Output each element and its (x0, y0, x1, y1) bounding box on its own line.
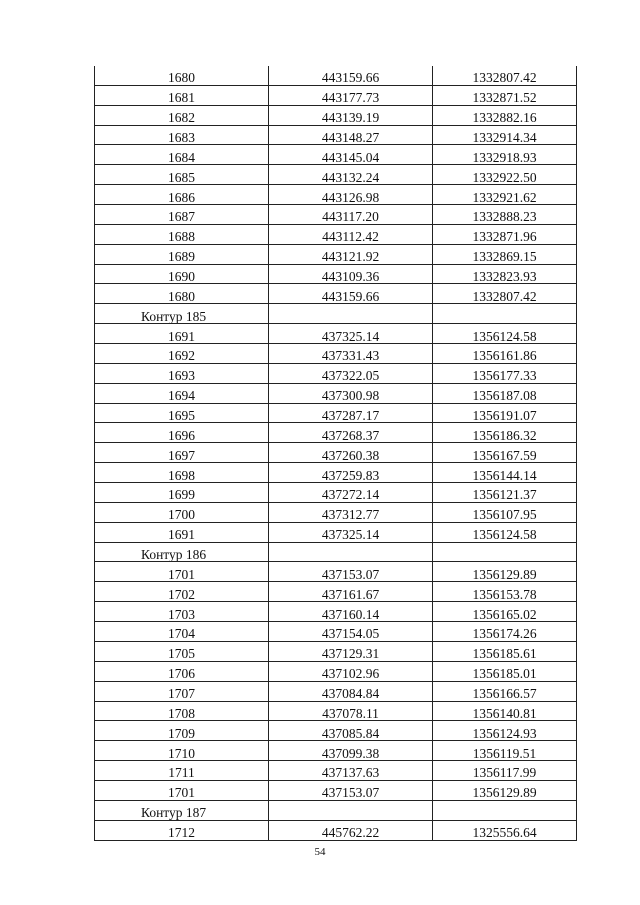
table-row (95, 721, 577, 741)
table-row (95, 125, 577, 145)
x-coordinate-cell: 437287.17 (269, 403, 433, 423)
table-row (95, 423, 577, 443)
x-coordinate-cell: 437325.14 (269, 522, 433, 542)
point-number-cell: 1701 (95, 562, 269, 582)
point-number-cell: 1690 (95, 264, 269, 284)
point-number-cell: 1705 (95, 641, 269, 661)
point-number-cell: 1697 (95, 443, 269, 463)
y-coordinate-cell: 1356119.51 (433, 741, 577, 761)
point-number-cell: 1685 (95, 165, 269, 185)
table-row (95, 165, 577, 185)
point-number-cell: 1696 (95, 423, 269, 443)
table-row (95, 145, 577, 165)
point-number-cell: 1711 (95, 761, 269, 781)
table-row (95, 383, 577, 403)
point-number-cell: 1691 (95, 324, 269, 344)
x-coordinate-cell: 443132.24 (269, 165, 433, 185)
x-coordinate-cell: 437154.05 (269, 622, 433, 642)
point-number-cell: 1698 (95, 463, 269, 483)
x-coordinate-cell: 437272.14 (269, 483, 433, 503)
y-coordinate-cell: 1332918.93 (433, 145, 577, 165)
point-number-cell: 1684 (95, 145, 269, 165)
table-row (95, 344, 577, 364)
empty-cell (433, 800, 577, 820)
x-coordinate-cell: 443159.66 (269, 284, 433, 304)
point-number-cell: 1693 (95, 363, 269, 383)
empty-cell (269, 304, 433, 324)
y-coordinate-cell: 1356167.59 (433, 443, 577, 463)
x-coordinate-cell: 437129.31 (269, 641, 433, 661)
point-number-cell: 1687 (95, 205, 269, 225)
coordinates-table (94, 66, 577, 841)
x-coordinate-cell: 437312.77 (269, 502, 433, 522)
x-coordinate-cell: 437322.05 (269, 363, 433, 383)
table-row (95, 185, 577, 205)
x-coordinate-cell: 437160.14 (269, 602, 433, 622)
x-coordinate-cell: 437102.96 (269, 661, 433, 681)
y-coordinate-cell: 1356166.57 (433, 681, 577, 701)
point-number-cell: 1688 (95, 224, 269, 244)
x-coordinate-cell: 437300.98 (269, 383, 433, 403)
table-row (95, 780, 577, 800)
contour-header-row (95, 542, 577, 562)
y-coordinate-cell: 1356187.08 (433, 383, 577, 403)
x-coordinate-cell: 437259.83 (269, 463, 433, 483)
y-coordinate-cell: 1332869.15 (433, 244, 577, 264)
contour-header-row (95, 800, 577, 820)
table-row (95, 661, 577, 681)
x-coordinate-cell: 437153.07 (269, 780, 433, 800)
x-coordinate-cell: 437084.84 (269, 681, 433, 701)
x-coordinate-cell: 437137.63 (269, 761, 433, 781)
y-coordinate-cell: 1356191.07 (433, 403, 577, 423)
y-coordinate-cell: 1325556.64 (433, 820, 577, 840)
table-row (95, 85, 577, 105)
page-number: 54 (314, 846, 326, 858)
x-coordinate-cell: 443121.92 (269, 244, 433, 264)
point-number-cell: 1699 (95, 483, 269, 503)
table-row (95, 205, 577, 225)
contour-label: Контур 186 (95, 542, 269, 562)
x-coordinate-cell: 437331.43 (269, 344, 433, 364)
table-row (95, 224, 577, 244)
table-row (95, 761, 577, 781)
table-row (95, 562, 577, 582)
point-number-cell: 1686 (95, 185, 269, 205)
x-coordinate-cell: 437268.37 (269, 423, 433, 443)
y-coordinate-cell: 1356185.01 (433, 661, 577, 681)
x-coordinate-cell: 445762.22 (269, 820, 433, 840)
coordinates-table-body (95, 66, 577, 840)
table-row (95, 483, 577, 503)
table-row (95, 502, 577, 522)
table-row (95, 105, 577, 125)
y-coordinate-cell: 1332807.42 (433, 284, 577, 304)
point-number-cell: 1704 (95, 622, 269, 642)
x-coordinate-cell: 437260.38 (269, 443, 433, 463)
point-number-cell: 1703 (95, 602, 269, 622)
y-coordinate-cell: 1332921.62 (433, 185, 577, 205)
table-row (95, 522, 577, 542)
y-coordinate-cell: 1356165.02 (433, 602, 577, 622)
x-coordinate-cell: 443177.73 (269, 85, 433, 105)
point-number-cell: 1682 (95, 105, 269, 125)
table-row (95, 244, 577, 264)
point-number-cell: 1681 (95, 85, 269, 105)
contour-label: Контур 185 (95, 304, 269, 324)
point-number-cell: 1683 (95, 125, 269, 145)
x-coordinate-cell: 443148.27 (269, 125, 433, 145)
table-row (95, 66, 577, 85)
x-coordinate-cell: 443159.66 (269, 66, 433, 85)
y-coordinate-cell: 1332871.96 (433, 224, 577, 244)
y-coordinate-cell: 1356144.14 (433, 463, 577, 483)
point-number-cell: 1701 (95, 780, 269, 800)
y-coordinate-cell: 1356161.86 (433, 344, 577, 364)
y-coordinate-cell: 1332888.23 (433, 205, 577, 225)
y-coordinate-cell: 1332871.52 (433, 85, 577, 105)
y-coordinate-cell: 1356186.32 (433, 423, 577, 443)
point-number-cell: 1708 (95, 701, 269, 721)
y-coordinate-cell: 1356124.58 (433, 522, 577, 542)
y-coordinate-cell: 1356121.37 (433, 483, 577, 503)
table-row (95, 443, 577, 463)
point-number-cell: 1692 (95, 344, 269, 364)
point-number-cell: 1702 (95, 582, 269, 602)
y-coordinate-cell: 1356117.99 (433, 761, 577, 781)
table-row (95, 284, 577, 304)
empty-cell (269, 542, 433, 562)
y-coordinate-cell: 1356124.93 (433, 721, 577, 741)
point-number-cell: 1694 (95, 383, 269, 403)
table-row (95, 363, 577, 383)
y-coordinate-cell: 1332807.42 (433, 66, 577, 85)
x-coordinate-cell: 443126.98 (269, 185, 433, 205)
table-row (95, 582, 577, 602)
y-coordinate-cell: 1356129.89 (433, 562, 577, 582)
y-coordinate-cell: 1332823.93 (433, 264, 577, 284)
table-row (95, 463, 577, 483)
table-row (95, 324, 577, 344)
y-coordinate-cell: 1356177.33 (433, 363, 577, 383)
point-number-cell: 1706 (95, 661, 269, 681)
y-coordinate-cell: 1356174.26 (433, 622, 577, 642)
empty-cell (433, 542, 577, 562)
empty-cell (269, 800, 433, 820)
x-coordinate-cell: 443139.19 (269, 105, 433, 125)
table-row (95, 701, 577, 721)
x-coordinate-cell: 437153.07 (269, 562, 433, 582)
x-coordinate-cell: 437161.67 (269, 582, 433, 602)
x-coordinate-cell: 443117.20 (269, 205, 433, 225)
table-row (95, 681, 577, 701)
x-coordinate-cell: 437325.14 (269, 324, 433, 344)
empty-cell (433, 304, 577, 324)
table-row (95, 820, 577, 840)
x-coordinate-cell: 437085.84 (269, 721, 433, 741)
contour-header-row (95, 304, 577, 324)
point-number-cell: 1700 (95, 502, 269, 522)
table-row (95, 622, 577, 642)
contour-label: Контур 187 (95, 800, 269, 820)
y-coordinate-cell: 1332882.16 (433, 105, 577, 125)
x-coordinate-cell: 443109.36 (269, 264, 433, 284)
y-coordinate-cell: 1332922.50 (433, 165, 577, 185)
x-coordinate-cell: 443145.04 (269, 145, 433, 165)
x-coordinate-cell: 437078.11 (269, 701, 433, 721)
y-coordinate-cell: 1356153.78 (433, 582, 577, 602)
table-row (95, 264, 577, 284)
point-number-cell: 1680 (95, 66, 269, 85)
y-coordinate-cell: 1356107.95 (433, 502, 577, 522)
table-row (95, 741, 577, 761)
point-number-cell: 1707 (95, 681, 269, 701)
y-coordinate-cell: 1356129.89 (433, 780, 577, 800)
point-number-cell: 1710 (95, 741, 269, 761)
y-coordinate-cell: 1356124.58 (433, 324, 577, 344)
point-number-cell: 1695 (95, 403, 269, 423)
point-number-cell: 1689 (95, 244, 269, 264)
point-number-cell: 1712 (95, 820, 269, 840)
x-coordinate-cell: 437099.38 (269, 741, 433, 761)
point-number-cell: 1691 (95, 522, 269, 542)
point-number-cell: 1709 (95, 721, 269, 741)
table-row (95, 641, 577, 661)
table-row (95, 602, 577, 622)
y-coordinate-cell: 1332914.34 (433, 125, 577, 145)
y-coordinate-cell: 1356185.61 (433, 641, 577, 661)
table-row (95, 403, 577, 423)
point-number-cell: 1680 (95, 284, 269, 304)
y-coordinate-cell: 1356140.81 (433, 701, 577, 721)
x-coordinate-cell: 443112.42 (269, 224, 433, 244)
